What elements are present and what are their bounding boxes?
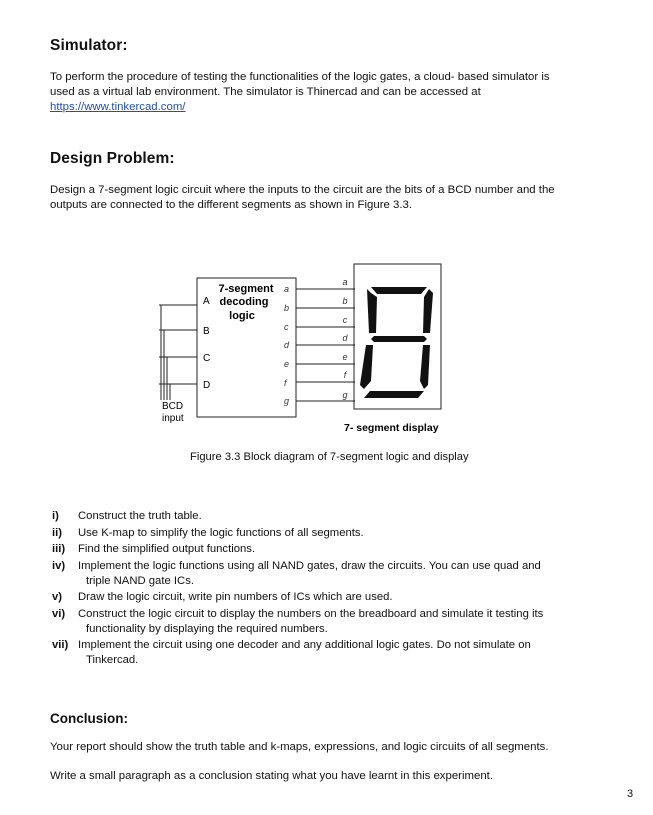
input-label-c: C xyxy=(203,353,211,364)
list-item xyxy=(52,542,642,557)
design-heading: Design Problem: xyxy=(50,150,175,167)
conclusion-heading: Conclusion: xyxy=(50,711,128,726)
box-output-f: f xyxy=(284,378,287,388)
list-text: Construct the logic circuit to display the numbers on the breadboard and simulate it testing its xyxy=(78,607,544,620)
input-label-b: B xyxy=(203,326,210,337)
list-text: Use K-map to simplify the logic functions of all segments. xyxy=(78,526,364,539)
box-output-b: b xyxy=(284,303,290,313)
list-number: ii) xyxy=(52,526,63,539)
simulator-heading: Simulator: xyxy=(50,37,128,54)
list-item xyxy=(52,638,642,668)
task-list xyxy=(52,509,642,670)
list-item xyxy=(52,607,642,637)
wire-label-f: f xyxy=(343,370,347,380)
list-number: v) xyxy=(52,591,63,603)
list-number: vi) xyxy=(52,607,66,620)
segment-b xyxy=(423,289,433,333)
box-output-g: g xyxy=(284,396,290,406)
list-number: i) xyxy=(52,510,59,522)
decoder-title-3: logic xyxy=(229,310,255,322)
segment-d xyxy=(364,391,424,398)
input-wires xyxy=(159,305,197,400)
wire-label-c: c xyxy=(342,315,348,325)
segment-a xyxy=(371,287,427,294)
design-line-1: Design a 7-segment logic circuit where the inputs to the circuit are the bits of a BCD number and the xyxy=(50,184,555,196)
list-item xyxy=(52,590,642,605)
box-output-a: a xyxy=(284,284,290,294)
decoder-title-2: decoding xyxy=(219,296,269,308)
page-number: 3 xyxy=(627,788,634,800)
list-item xyxy=(52,526,642,541)
bcd-label: BCD xyxy=(162,401,184,412)
input-label-a: A xyxy=(203,296,210,307)
list-text: Implement the logic functions using all NAND gates, draw the circuits. You can use quad and xyxy=(78,559,541,572)
list-item xyxy=(52,509,642,524)
list-text-continued: Tinkercad. xyxy=(86,654,139,666)
segment-e xyxy=(360,345,373,389)
list-item xyxy=(52,559,642,589)
wire-label-d: d xyxy=(342,333,348,343)
box-output-d: d xyxy=(284,340,290,350)
list-text: Draw the logic circuit, write pin numbers of ICs which are used. xyxy=(78,591,393,603)
figure-caption: Figure 3.3 Block diagram of 7-segment logic and display xyxy=(190,451,469,463)
box-output-c: c xyxy=(284,322,289,332)
list-text-continued: functionality by displaying the required numbers. xyxy=(86,622,328,635)
segment-f xyxy=(367,289,377,333)
decoder-title-1: 7-segment xyxy=(218,283,274,295)
list-text-continued: triple NAND gate ICs. xyxy=(86,574,194,587)
list-number: iii) xyxy=(52,543,66,555)
list-text: Construct the truth table. xyxy=(78,510,202,522)
list-number: iv) xyxy=(52,559,66,572)
wire-label-b: b xyxy=(342,296,348,306)
box-output-e: e xyxy=(284,359,290,369)
design-line-2: outputs are connected to the different segments as shown in Figure 3.3. xyxy=(50,199,412,211)
seven-segment-digit xyxy=(360,287,433,398)
display-label: 7- segment display xyxy=(344,422,439,434)
list-text: Implement the circuit using one decoder and any additional logic gates. Do not simulate on xyxy=(78,639,531,651)
wire-label-e: e xyxy=(342,352,348,362)
conclusion-line-1: Your report should show the truth table and k-maps, expressions, and logic circuits of all segments. xyxy=(50,741,549,753)
simulator-line-2: used as a virtual lab environment. The simulator is Thinercad and can be accessed at xyxy=(50,86,481,98)
simulator-line-1: To perform the procedure of testing the functionalities of the logic gates, a cloud- based simulator is xyxy=(50,71,550,83)
wire-label-g: g xyxy=(342,390,348,400)
list-number: vii) xyxy=(52,639,69,651)
bcd-input-label: input xyxy=(162,413,184,424)
conclusion-line-2: Write a small paragraph as a conclusion stating what you have learnt in this experiment. xyxy=(50,770,493,782)
segment-c xyxy=(420,345,430,389)
list-text: Find the simplified output functions. xyxy=(78,543,256,555)
wire-label-a: a xyxy=(342,277,348,287)
tinkercad-link[interactable]: https://www.tinkercad.com/ xyxy=(50,101,186,113)
input-label-d: D xyxy=(203,380,211,391)
segment-g xyxy=(371,336,427,342)
